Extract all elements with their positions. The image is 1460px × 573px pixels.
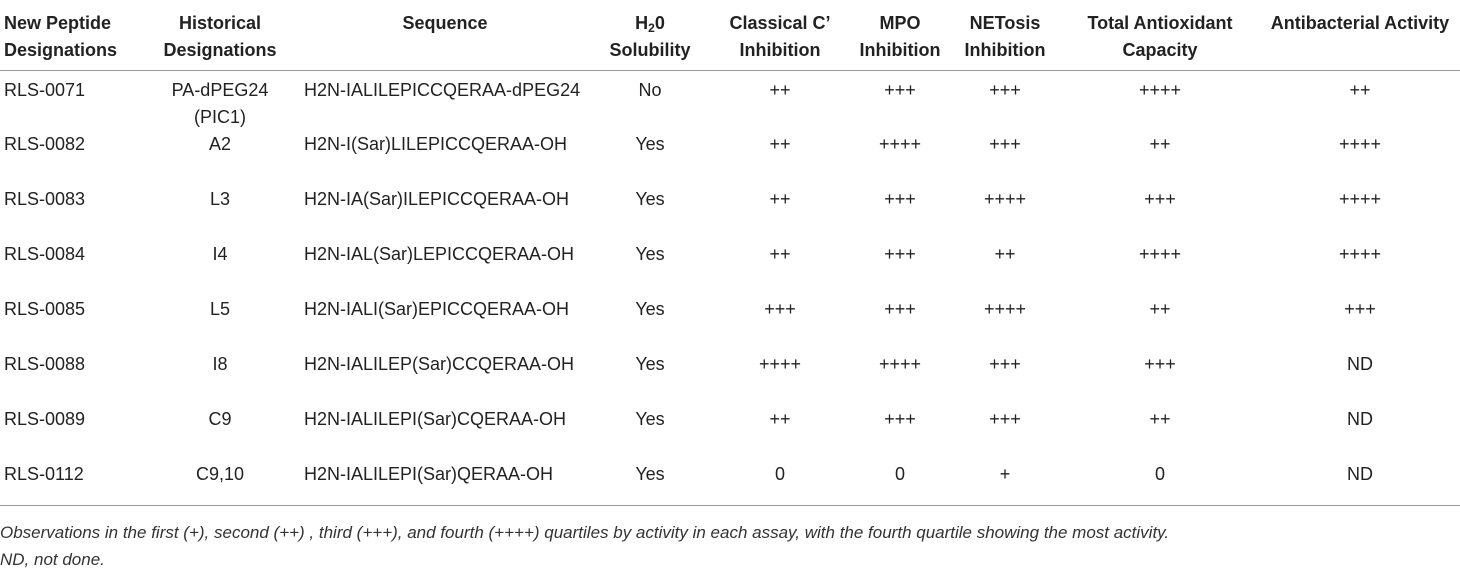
cell-new-designation: RLS-0071 <box>4 80 86 100</box>
footnote-quartiles: Observations in the first (+), second (++) , third (+++), and fourth (++++) quartiles by activity in each assay, with the fourth quartile showing the most activity. <box>0 523 1170 542</box>
cell-mpo: +++ <box>884 189 916 209</box>
h2o-rest: 0 Solubility <box>609 13 691 60</box>
cell-historical-designation: PA-dPEG24 (PIC1) <box>171 80 269 127</box>
cell-antioxidant: ++++ <box>1138 244 1182 264</box>
cell-historical-designation: A2 <box>208 134 232 154</box>
cell-solubility: Yes <box>590 461 710 506</box>
cell-solubility: Yes <box>635 299 665 319</box>
cell-new-designation: RLS-0084 <box>4 244 86 264</box>
footnote-nd: ND, not done. <box>0 550 105 569</box>
cell-netosis: ++ <box>994 244 1016 264</box>
cell-solubility: Yes <box>635 409 665 429</box>
cell-new-designation: RLS-0089 <box>4 409 86 429</box>
peptide-activity-table <box>0 6 1460 506</box>
cell-antibacterial: ++++ <box>1338 134 1382 154</box>
header-sequence: Sequence <box>300 6 590 71</box>
cell-new-designation: RLS-0112 <box>0 461 140 506</box>
cell-sequence: H2N-IALILEPI(Sar)CQERAA-OH <box>304 409 567 429</box>
cell-netosis: ++++ <box>983 299 1027 319</box>
cell-classical-c: ++ <box>769 80 791 100</box>
cell-classical-c: ++ <box>769 244 791 264</box>
cell-mpo: +++ <box>884 80 916 100</box>
cell-historical-designation: C9 <box>208 409 232 429</box>
table-row <box>0 241 1460 296</box>
h2o-subscript: 2 <box>648 21 655 35</box>
cell-mpo: +++ <box>884 244 916 264</box>
cell-mpo: +++ <box>884 409 916 429</box>
table-footnotes <box>0 519 1169 573</box>
cell-antibacterial: ND <box>1347 409 1373 429</box>
cell-sequence: H2N-IALILEPICCQERAA-dPEG24 <box>304 80 581 100</box>
cell-solubility: No <box>638 80 662 100</box>
header-h2o-solubility <box>590 6 710 71</box>
cell-sequence: H2N-IALI(Sar)EPICCQERAA-OH <box>304 299 570 319</box>
table-row <box>0 351 1460 406</box>
header-historical-designations: Historical Designations <box>140 6 300 71</box>
cell-classical-c: 0 <box>710 461 850 506</box>
cell-netosis: +++ <box>989 80 1021 100</box>
cell-netosis: +++ <box>989 409 1021 429</box>
cell-netosis: +++ <box>989 354 1021 374</box>
cell-antibacterial: ++ <box>1349 80 1371 100</box>
cell-mpo: 0 <box>850 461 950 506</box>
cell-sequence: H2N-IAL(Sar)LEPICCQERAA-OH <box>304 244 575 264</box>
cell-solubility: Yes <box>635 189 665 209</box>
cell-netosis: ++++ <box>983 189 1027 209</box>
cell-new-designation: RLS-0082 <box>4 134 86 154</box>
cell-antioxidant: ++ <box>1149 134 1171 154</box>
cell-solubility: Yes <box>635 244 665 264</box>
cell-antibacterial: ++++ <box>1338 244 1382 264</box>
cell-antioxidant: ++ <box>1149 409 1171 429</box>
cell-antibacterial: ND <box>1347 354 1373 374</box>
table-row <box>0 71 1460 132</box>
cell-sequence: H2N-IA(Sar)ILEPICCQERAA-OH <box>304 189 570 209</box>
cell-sequence: H2N-IALILEPI(Sar)QERAA-OH <box>300 461 590 506</box>
table-row <box>0 296 1460 351</box>
header-classical-c-inhibition: Classical C’ Inhibition <box>710 6 850 71</box>
cell-historical-designation: L5 <box>209 299 231 319</box>
table-row <box>0 406 1460 461</box>
cell-netosis: + <box>950 461 1060 506</box>
table-header-row <box>0 6 1460 71</box>
cell-antioxidant: +++ <box>1144 189 1176 209</box>
header-netosis-inhibition: NETosis Inhibition <box>950 6 1060 71</box>
cell-historical-designation: L3 <box>209 189 231 209</box>
cell-sequence: H2N-IALILEP(Sar)CCQERAA-OH <box>304 354 575 374</box>
cell-new-designation: RLS-0088 <box>4 354 86 374</box>
cell-classical-c: ++ <box>769 189 791 209</box>
table-row <box>0 461 1460 506</box>
cell-netosis: +++ <box>989 134 1021 154</box>
cell-mpo: +++ <box>884 299 916 319</box>
header-antibacterial-activity: Antibacterial Activity <box>1260 6 1460 71</box>
cell-mpo: ++++ <box>878 354 922 374</box>
cell-antioxidant: 0 <box>1060 461 1260 506</box>
cell-historical-designation: C9,10 <box>140 461 300 506</box>
cell-new-designation: RLS-0083 <box>4 189 86 209</box>
cell-new-designation: RLS-0085 <box>4 299 86 319</box>
header-mpo-inhibition: MPO Inhibition <box>850 6 950 71</box>
cell-solubility: Yes <box>635 134 665 154</box>
cell-mpo: ++++ <box>878 134 922 154</box>
cell-antibacterial: ++++ <box>1338 189 1382 209</box>
table-row <box>0 186 1460 241</box>
cell-antibacterial: +++ <box>1344 299 1376 319</box>
cell-solubility: Yes <box>635 354 665 374</box>
cell-classical-c: ++ <box>769 134 791 154</box>
cell-sequence: H2N-I(Sar)LILEPICCQERAA-OH <box>304 134 568 154</box>
cell-historical-designation: I4 <box>212 244 228 264</box>
cell-antioxidant: ++ <box>1149 299 1171 319</box>
cell-classical-c: ++++ <box>758 354 802 374</box>
header-new-designations: New Peptide Designations <box>0 6 140 71</box>
cell-antibacterial: ND <box>1260 461 1460 506</box>
header-total-antioxidant-capacity: Total Antioxidant Capacity <box>1060 6 1260 71</box>
cell-classical-c: +++ <box>764 299 796 319</box>
cell-antioxidant: ++++ <box>1138 80 1182 100</box>
h2o-h: H <box>635 13 649 33</box>
cell-antioxidant: +++ <box>1144 354 1176 374</box>
cell-historical-designation: I8 <box>212 354 228 374</box>
table-row <box>0 131 1460 186</box>
cell-classical-c: ++ <box>769 409 791 429</box>
